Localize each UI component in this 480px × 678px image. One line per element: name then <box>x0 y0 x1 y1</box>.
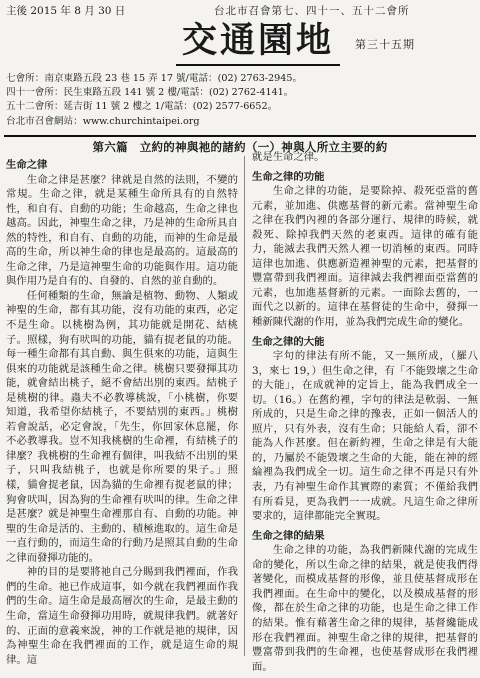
address-line-hall-7: 七會所：南京東路五段 23 巷 15 弄 17 號/電話：(02) 2763-2945。 <box>6 73 303 84</box>
function-paragraph: 生命之律的功能，是要除掉、殺死亞當的舊元素，並加進、供應基督的新元素。當神聖生命之律在我們內裡的各部分運行、規律的時候，就殺死、除掉我們天然的老東西。這律的確有能力，能滅去我們天然人裡一切消極的東西。同時這律也加進、供應新造裡神聖的元素，把基督的豐富帶到我們裡面。這律減去我們裡面亞當舊的元素，也加進基督新的元素。一面除去舊的，一面代之以新的。這律在基督徒的生命中，發揮一種新陳代謝的作用，並為我們完成生命的變化。 <box>252 185 478 329</box>
website-line: 台北市召會網站：www.churchintaipei.org <box>6 115 200 127</box>
section-heading-law-of-life: 生命之律 <box>6 159 48 171</box>
section-heading-power: 生命之律的大能 <box>252 335 325 348</box>
address-block <box>6 72 306 129</box>
issue-number: 第三十五期 <box>355 38 415 51</box>
left-paragraph-2: 任何種類的生命，無論是植物、動物、人類或神聖的生命，都有其功能，沒有功能的東西，必定不是生命。以桃樹為例，其功能就是開花、結桃子。照樣，狗有吠叫的功能，貓有捉老鼠的功能。每一種生命都有其自動、與生俱來的功能，這與生俱來的功能就是該種生命之律。桃樹只要發揮其功能，就會結出桃子，絕不會結出別的東西。結桃子是桃樹的律。蟲夫不必教導桃說，「小桃樹，你要知道，我希望你結桃子，不要結別的東西。」桃樹若會說話，必定會說，「先生，你回家休息罷，你不必教導我。豈不知我桃樹的生命裡，有結桃子的律麼？我桃樹的生命裡有個律，叫我結不出別的果子，只叫我結桃子，也就是你所要的果子。」照樣，貓會捉老鼠，因為貓的生命裡有捉老鼠的律；狗會吠叫，因為狗的生命裡有吠叫的律。生命之律是甚麼？就是神聖生命裡那自有、自動的功能。神聖的生命是活的、主動的、積極進取的。這生命是一直行動的，而這生命的行動乃是照其自動的生命之律而發揮功能的。 <box>6 289 238 564</box>
right-column <box>252 150 478 674</box>
section-heading-result: 生命之律的結果 <box>252 529 325 542</box>
masthead <box>4 20 476 66</box>
section-heading-function: 生命之律的功能 <box>252 170 325 183</box>
publication-title: 交通園地 <box>181 20 334 61</box>
left-column <box>6 156 238 667</box>
publication-date: 主後 2015 年 8 月 30 日 <box>6 5 126 17</box>
left-paragraph-3: 神的目的是要將祂自己分賜到我們裡面，作我們的生命。祂已作成這事，如今就在我們裡面作我們的生命。這生命是最高層次的生命，是最主動的生命，當這生命發揮功用時，就規律我們。就著好的、正面的意義來說，神的工作就是祂的規律，因為神聖生命在我們裡面的工作，就是這生命的規律。這 <box>6 566 238 666</box>
address-line-hall-52: 五十二會所：延吉街 11 號 2 樓之 1/電話：(02) 2577-6652。 <box>6 101 278 113</box>
result-paragraph: 生命之律的功能，為我們新陳代謝的完成生命的變化，所以生命之律的結果，就是使我們得著變化，而模成基督的形像，並且使基督成形在我們裡面。在生命中的變化，以及模成基督的形像，都在於生命之律的功能，也是生命之律工作的結果。惟有藉著生命之律的規律，基督纔能成形在我們裡面。神聖生命之律的規律，把基督的豐富帶到我們的生命裡，也使基督成形在我們裡面。 <box>252 544 478 673</box>
chapter-title: 第六篇 立約的神與祂的諸約（一）神與人所立主要的約 <box>92 140 388 154</box>
bulletin-page <box>4 4 476 674</box>
address-line-hall-41: 四十一會所：民生東路五段 141 號 2 樓/電話：(02) 2762-4141。 <box>6 87 294 99</box>
power-paragraph: 字句的律法有所不能，又一無所成，（羅八 3，來七 19，）但生命之律，有「不能毀壞之生命的大能」，在成就神的定旨上，能為我們成全一切。（16。）在舊約裡，字句的律法是軟弱、一無所成的，只是生命之律的豫表，正如一個活人的照片，只有外表，沒有生命；只能給人看，卻不能為人作甚麼。但在新約裡，生命之律是有大能的，乃屬於不能毀壞之生命的大能，能在神的經綸裡為我們成全一切。這生命之律不再是只有外表，乃有神聖生命作其實際的素質；不僅給我們有所看見，更為我們一一成就。凡這生命之律所要求的，這律都能完全實現。 <box>252 350 478 523</box>
meta-row <box>4 4 476 19</box>
continuation-line: 就是生命之律。 <box>252 151 325 163</box>
header-divider <box>4 135 476 137</box>
column-divider <box>244 156 245 656</box>
left-paragraph-1: 生命之律是甚麼？律就是自然的法則，不變的常規。生命之律，就是某種生命所具有的自然特性，和自有、自動的功能；生命越高，生命之律也越高。因此，神聖生命之律，乃是神的生命所具自然的特性，和自有、自動的功能，而神的生命是最高的生命，所以神生命的律也是最高的。這最高的生命之律，乃是這神聖生命的功能與作用。這功能與作用乃是自有的、自發的、自然的並自動的。 <box>6 173 238 288</box>
publisher-name: 台北市召會第七、四十一、五十二會所 <box>214 5 410 17</box>
title-block <box>176 20 340 66</box>
